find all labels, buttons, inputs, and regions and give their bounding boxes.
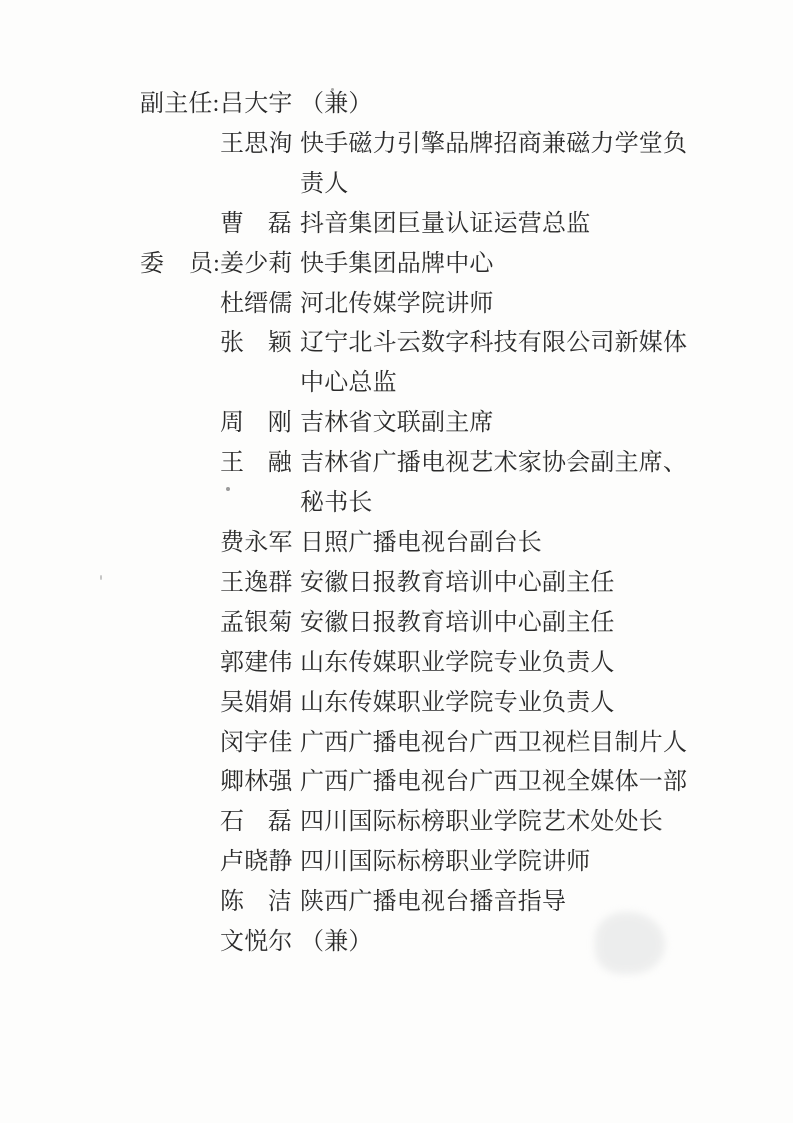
member-title-line: （兼） (300, 91, 373, 117)
member-title (300, 604, 615, 644)
member-title-line: 陕西广播电视台播音指导 (300, 889, 567, 916)
member-name: 闵宇佳 (220, 729, 293, 756)
scan-speck (331, 88, 334, 91)
member-title-line: 快手磁力引擎品牌招商兼磁力学堂负 (300, 130, 688, 157)
roster-row (140, 644, 700, 684)
text-part: 员: (188, 250, 220, 277)
roster-row (140, 524, 700, 564)
member-title-line: 秘书长 (300, 490, 373, 517)
member-name: 郭建伟 (220, 649, 293, 676)
member-title-line: 安徽日报教育培训中心副主任 (300, 569, 615, 596)
member-name (220, 444, 292, 484)
text-part: 周 (220, 410, 245, 437)
member-title (300, 85, 373, 125)
member-title (300, 843, 590, 883)
member-title-line: 广西广播电视台广西卫视全媒体一部 (300, 769, 688, 796)
member-title (300, 803, 663, 843)
member-name: 王思洵 (220, 130, 293, 157)
roster-row (140, 125, 700, 205)
member-title-line: 中心总监 (300, 370, 397, 397)
member-name: 孟银菊 (220, 609, 293, 636)
member-title (300, 644, 615, 684)
member-title (300, 404, 494, 444)
member-title (300, 883, 566, 923)
scan-smudge (595, 912, 665, 974)
roster-row (140, 85, 700, 125)
roster-row (140, 444, 700, 524)
member-title-line: 山东传媒职业学院专业负责人 (300, 649, 615, 676)
text-part: 石 (220, 809, 245, 836)
roster-row (140, 564, 700, 604)
text-part: 张 (220, 330, 245, 357)
member-name: 文悦尔 (220, 929, 293, 956)
member-title-line: 日照广播电视台副台长 (300, 529, 542, 556)
member-title-line: 广西广播电视台广西卫视栏目制片人 (300, 729, 688, 756)
roster-row (140, 604, 700, 644)
text-part: 刚 (267, 410, 292, 437)
member-name (220, 205, 292, 245)
member-name (220, 803, 292, 843)
scan-speck (100, 575, 102, 580)
member-title-line: 快手集团品牌中心 (300, 250, 494, 277)
member-title-line: 责人 (300, 170, 349, 197)
member-title (300, 285, 494, 325)
member-title-line: 河北传媒学院讲师 (300, 290, 494, 317)
member-name: 吴娟娟 (220, 689, 293, 716)
member-name: 吕大宇 (220, 91, 293, 117)
text-part: 磊 (267, 210, 292, 237)
member-title (300, 923, 373, 963)
text-part: 陈 (220, 889, 245, 916)
member-title (300, 125, 687, 205)
member-title (300, 564, 615, 604)
member-name: 王逸群 (220, 569, 293, 596)
member-title-line: 安徽日报教育培训中心副主任 (300, 609, 615, 636)
member-title-line: 吉林省广播电视艺术家协会副主席、 (300, 450, 688, 477)
member-name (220, 324, 292, 364)
member-name: 杜缙儒 (220, 290, 293, 317)
text-part: 洁 (267, 889, 292, 916)
member-title (300, 724, 687, 764)
member-name (220, 404, 292, 444)
role-label: 副主任: (140, 91, 220, 117)
member-title (300, 524, 542, 564)
text-part: 曹 (220, 210, 245, 237)
roster-row (140, 763, 700, 803)
member-title (300, 245, 494, 285)
member-title-line: 四川国际标榜职业学院艺术处处长 (300, 809, 663, 836)
text-part: 磊 (267, 809, 292, 836)
roster-row (140, 205, 700, 245)
roster-row (140, 724, 700, 764)
text-part: 融 (267, 450, 292, 477)
member-title-line: 吉林省文联副主席 (300, 410, 494, 437)
roster-row (140, 803, 700, 843)
scan-speck (226, 487, 230, 491)
member-title (300, 324, 687, 404)
text-part: 委 (140, 250, 165, 277)
member-title (300, 444, 687, 524)
member-title-line: 抖音集团巨量认证运营总监 (300, 210, 591, 237)
member-title-line: 四川国际标榜职业学院讲师 (300, 849, 591, 876)
role-label (140, 245, 220, 285)
roster-row (140, 324, 700, 404)
member-name: 姜少莉 (220, 250, 293, 277)
committee-roster (140, 85, 700, 963)
member-title (300, 684, 615, 724)
member-title (300, 763, 687, 803)
member-title-line: （兼） (300, 929, 373, 956)
roster-row (140, 285, 700, 325)
member-title-line: 辽宁北斗云数字科技有限公司新媒体 (300, 330, 688, 357)
text-part: 王 (220, 450, 245, 477)
roster-row (140, 245, 700, 285)
member-name: 费永军 (220, 529, 293, 556)
roster-row (140, 404, 700, 444)
roster-row (140, 684, 700, 724)
member-name (220, 883, 292, 923)
member-title-line: 山东传媒职业学院专业负责人 (300, 689, 615, 716)
member-name: 卢晓静 (220, 849, 293, 876)
roster-row (140, 843, 700, 883)
member-name: 卿林强 (220, 769, 293, 796)
text-part: 颖 (267, 330, 292, 357)
member-title (300, 205, 590, 245)
